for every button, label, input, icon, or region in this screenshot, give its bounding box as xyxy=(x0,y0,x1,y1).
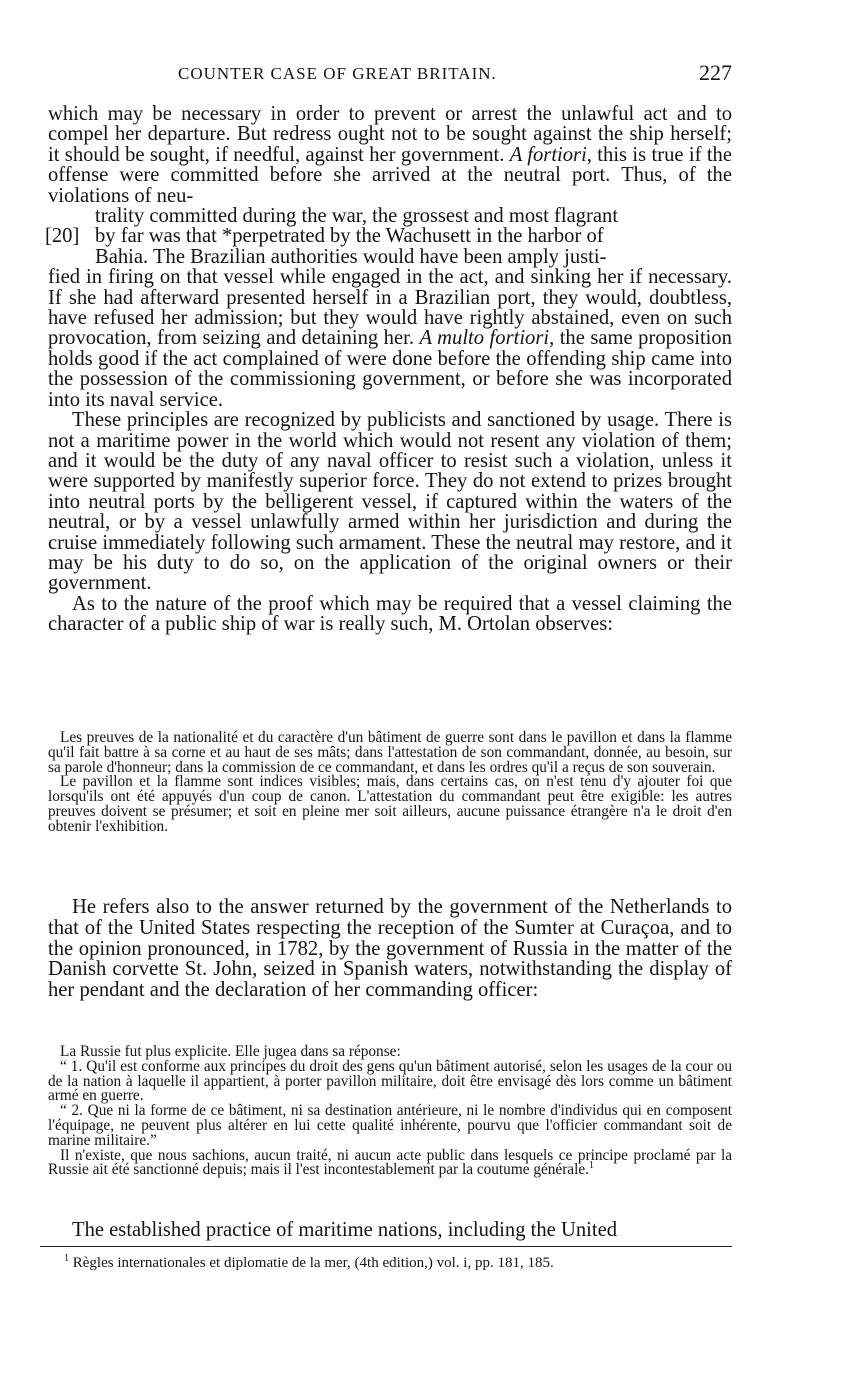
footnote xyxy=(64,1254,732,1272)
paragraph-2: These principles are recognized by publicists and sanctioned by usage. There is not a maritime power in the world which would not resent any violation of them; and it would be the duty of any naval officer to resist such a violation, unless it were supported by manifestly superior force. They do not extend to prizes brought into neutral ports by the belligerent vessel, if captured within the waters of the neutral, or by a vessel unlawfully armed within her jurisdiction and during the cruise immediately following such armament. These the neutral may restore, and it may be his duty to do so, on the application of the original owners or their government. xyxy=(48,409,732,595)
quote-2-paragraph-4-text: Il n'existe, que nous sachions, aucun traité, ni aucun acte public dans lesquels ce principe proclamé par la Russie ait été sanctionné depuis; mais il l'est incontestablement par la coutume générale. xyxy=(48,1146,732,1179)
marginal-block xyxy=(45,205,732,268)
paragraph-1-italic-a: A fortiori xyxy=(509,143,587,166)
margin-line-2: by far was that *perpetrated by the Wachusett in the harbor of xyxy=(95,225,604,248)
main-text xyxy=(45,103,732,636)
running-title: COUNTER CASE OF GREAT BRITAIN. xyxy=(178,64,497,83)
page-number: 227 xyxy=(699,60,732,85)
paragraph-1-text-d: , the same proposition holds good if the act complained of were done before the offending ship came into the possession of the commissioning government, or before she was incorporated into its naval service. xyxy=(48,327,732,411)
quote-2-paragraph-1: La Russie fut plus explicite. Elle jugea dans sa réponse: xyxy=(60,1043,401,1060)
running-head xyxy=(48,60,732,86)
quote-1-paragraph-1: Les preuves de la nationalité et du caractère d'un bâtiment de guerre sont dans le pavillon et dans la flamme qu'il fait battre à sa corne et au haut de ses mâts; dans l'attestation de son commandant, donnée, au besoin, sur sa parole d'honneur; dans la commission de ce commandant, et dans les ordres qu'il a reçus de son souverain. xyxy=(48,729,732,776)
paragraph-1 xyxy=(48,104,732,206)
paragraph-1-text-b: , this is true if the offense were committed before she arrived at the neutral port. Thus, of the violations of neu- xyxy=(48,143,732,207)
quote-2-paragraph-2: “ 1. Qu'il est conforme aux principes du droit des gens qu'un bâtiment autorisé, selon les usages de la cour ou de la nation à laquelle il appartient, à porter pavillon militaire, doit être envisagé dès lors comme un bâtiment armé en guerre. xyxy=(48,1057,732,1105)
margin-line-3: Bahia. The Brazilian authorities would have been amply justi- xyxy=(95,245,607,268)
footnote-mark: 1 xyxy=(64,1253,69,1264)
quote-2-paragraph-3: “ 2. Que ni la forme de ce bâtiment, ni sa destination antérieure, ni le nombre d'individus qui en composent l'équipage, ne peuvent plus altérer en lui cette qualité inhérente, pourvu que l'officier commandant soit de marine militaire.” xyxy=(48,1102,732,1149)
paragraph-1-text-a: which may be necessary in order to prevent or arrest the unlawful act and to compel her departure. But redress ought not to be sought against the ship herself; it should be sought, if needful, against her government. xyxy=(48,103,732,166)
paragraph-5: The established practice of maritime nations, including the United xyxy=(72,1219,618,1241)
quote-1-paragraph-2: Le pavillon et la flamme sont indices visibles; mais, dans certains cas, on n'est tenu d'y ajouter foi que lorsqu'ils ont été appuyés d'un coup de canon. L'attestation du commandant peut être exigible: les autres preuves doivent se présumer; et soit en pleine mer soit ailleurs, aucune puissance étrangère n'a le droit d'en obtenir l'exhibition. xyxy=(48,773,732,835)
main-text-3 xyxy=(48,1220,732,1240)
marginal-number: [20] xyxy=(45,225,80,248)
margin-line-1: trality committed during the war, the grossest and most flagrant xyxy=(95,205,619,228)
footnote-rule xyxy=(40,1246,732,1247)
paragraph-1-continued xyxy=(48,267,732,410)
quote-2-paragraph-4 xyxy=(48,1146,732,1179)
paragraph-3: As to the nature of the proof which may be required that a vessel claiming the character of a public ship of war is really such, M. Ortolan observes: xyxy=(48,592,732,636)
footnote-reference: 1 xyxy=(588,1160,594,1172)
footnote-text: Règles internationales et diplomatie de la mer, (4th edition,) vol. i, pp. 181, 185. xyxy=(72,1255,554,1271)
block-quote-1 xyxy=(48,731,732,835)
main-text-2 xyxy=(48,897,732,1001)
paragraph-4: He refers also to the answer returned by the government of the Netherlands to that of the United States respecting the reception of the Sumter at Curaçoa, and to the opinion pronounced, in 1782, by the government of Russia in the matter of the Danish corvette St. John, seized in Spanish waters, notwithstanding the display of her pendant and the declaration of her commanding officer: xyxy=(48,896,732,1002)
block-quote-2 xyxy=(48,1045,732,1178)
paragraph-1-italic-c: A multo fortiori xyxy=(419,327,550,350)
paragraph-1-text-c: fied in firing on that vessel while engaged in the act, and sinking her if necessary. If she had afterward presented herself in a Brazilian port, they would, doubtless, have refused her admission; but they would have rightly abstained, even on such provocation, from seizing and detaining her. xyxy=(48,266,732,350)
